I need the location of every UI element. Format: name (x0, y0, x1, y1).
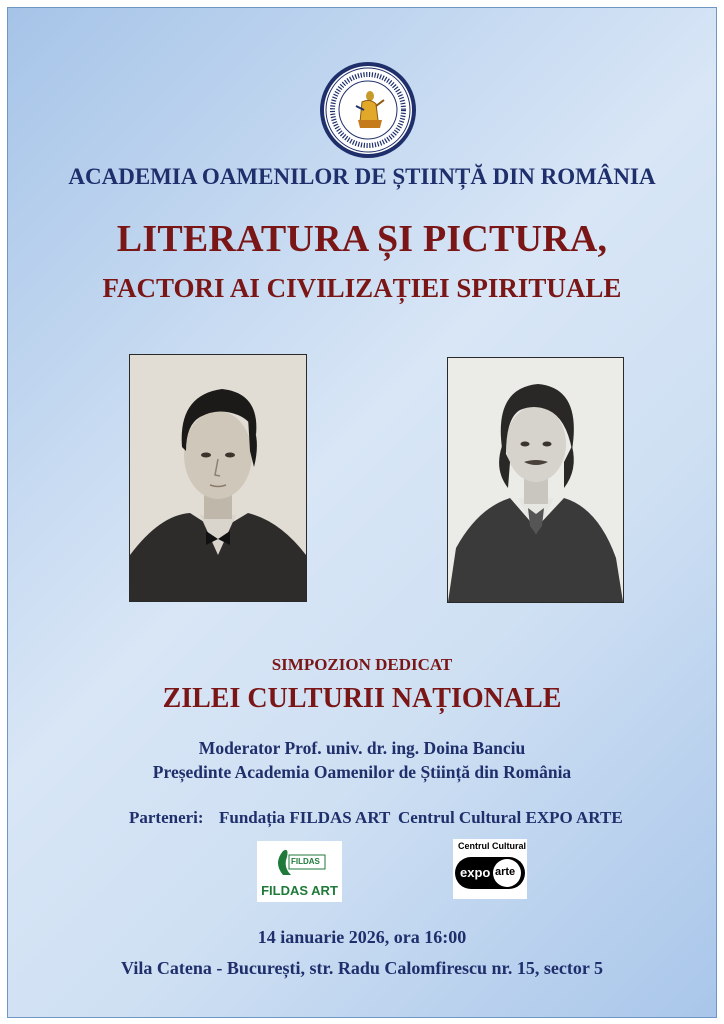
expo-logo-left: expo (460, 865, 491, 880)
title-line-2: FACTORI AI CIVILIZAȚIEI SPIRITUALE (102, 273, 622, 303)
partner-expo: Centrul Cultural EXPO ARTE (398, 808, 623, 827)
fildas-mark-text: FILDAS (291, 857, 320, 866)
partner-fildas: Fundația FILDAS ART (219, 808, 391, 827)
event-name: ZILEI CULTURII NAȚIONALE (162, 683, 562, 714)
partners-label: Parteneri: (129, 808, 204, 827)
fildas-logo-text: FILDAS ART (261, 883, 338, 898)
event-venue: Vila Catena - București, str. Radu Calomfirescu nr. 15, sector 5 (121, 958, 603, 978)
moderator: Moderator Prof. univ. dr. ing. Doina Banciu (198, 738, 526, 758)
title-line-1: LITERATURA ȘI PICTURA, (116, 218, 608, 260)
moderator-role: Președinte Academia Oamenilor de Știință din România (152, 762, 572, 782)
expo-arte-logo (453, 839, 527, 899)
partners-row (8, 808, 716, 832)
academy-name: ACADEMIA OAMENILOR DE ȘTIINȚĂ DIN ROMÂNIA (68, 164, 656, 189)
event-type: SIMPOZION DEDICAT (271, 655, 453, 674)
event-date: 14 ianuarie 2026, ora 16:00 (257, 927, 467, 947)
portrait-right-image (447, 357, 624, 603)
expo-logo-top: Centrul Cultural (458, 841, 527, 851)
academy-seal-logo (318, 60, 418, 160)
expo-logo-right: arte (495, 866, 516, 878)
fildas-art-logo (257, 841, 342, 902)
portrait-left-image (129, 354, 307, 602)
poster (7, 7, 717, 1018)
